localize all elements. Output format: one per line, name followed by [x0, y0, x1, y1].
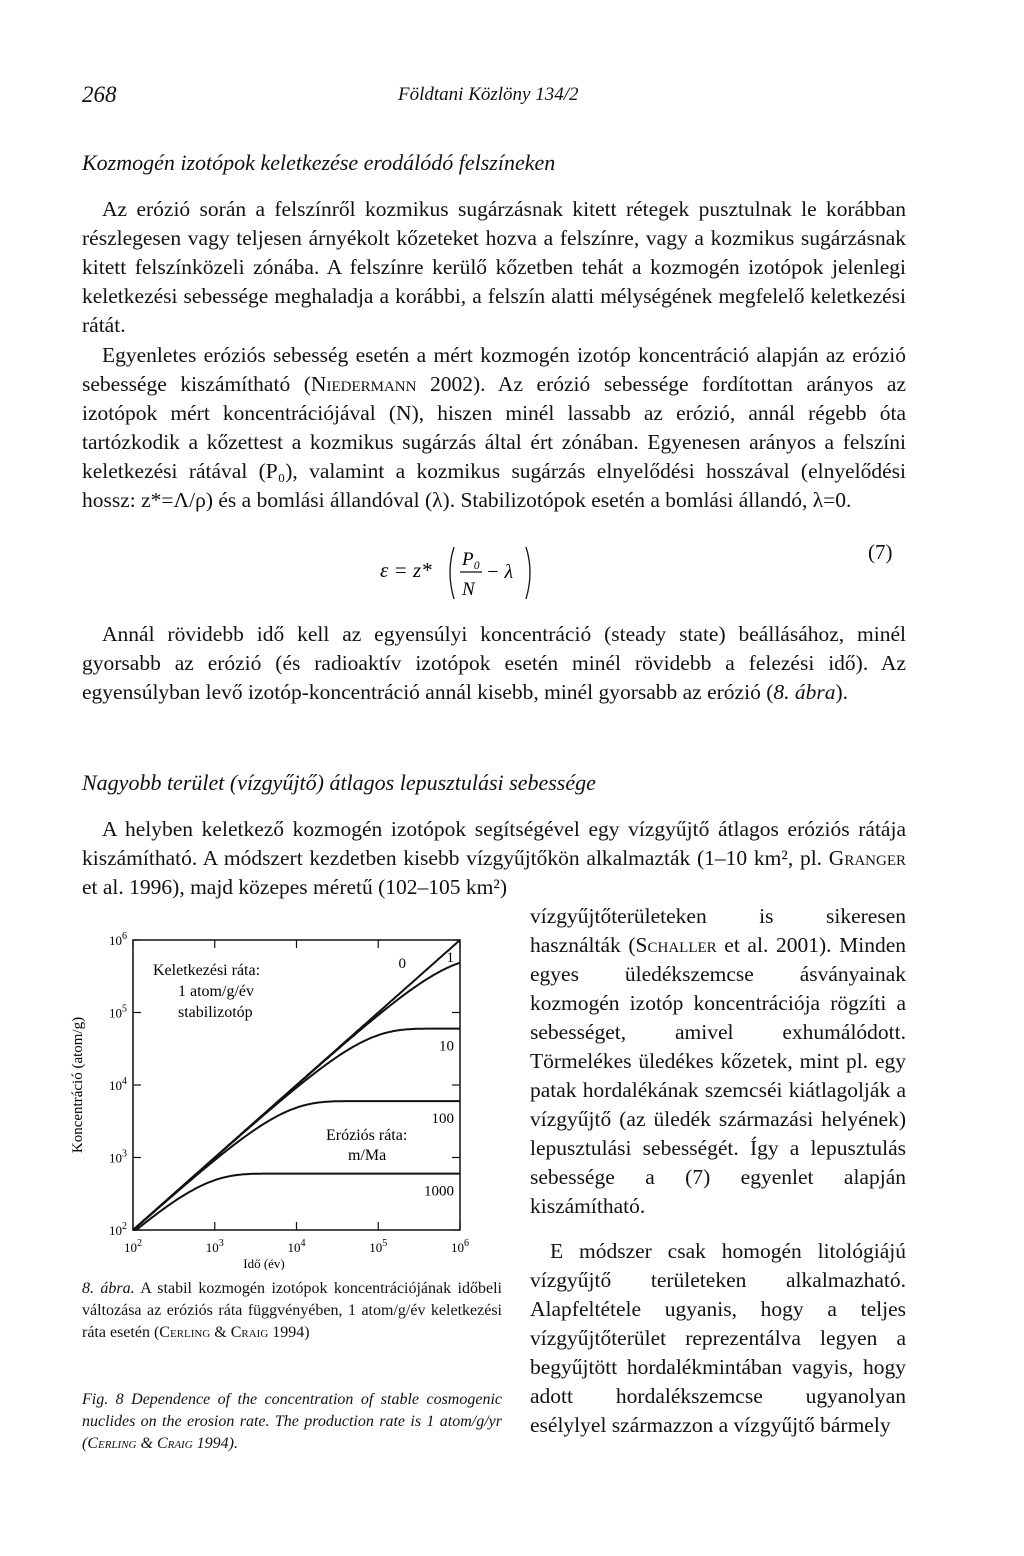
right-column-text-a: vízgyűjtőterületeken is sikeresen használták (	[530, 904, 906, 957]
equation-minus-lambda: − λ	[486, 561, 514, 583]
y-axis-label: Koncentráció (atom/g)	[70, 1016, 86, 1154]
chart-svg	[58, 930, 478, 1270]
series-line-1000	[133, 1174, 460, 1230]
production-rate-label-1: Keletkezési ráta:	[153, 962, 261, 979]
series-line-1	[133, 963, 460, 1230]
series-label-1: 1	[446, 950, 454, 967]
right-column-paragraph-2: E módszer csak homogén litológiájú vízgyűjtő területeken alkalmazható. Alapfeltétele ugyanis, hogy a teljes vízgyűjtőterület reprezentálva legyen a begyűjtött hordalékmintában vagyis, hogy adott hordalékszemcse ugyanolyan esélylyel származzon a vízgyűjtő bármely	[530, 1239, 906, 1437]
paragraph-1: Az erózió során a felszínről kozmikus sugárzásnak kitett rétegek pusztulnak le korábban részlegesen vagy teljesen árnyékolt kőzeteket hozva a felszínre, vagy a kozmikus sugárzásnak kitett felszínközeli zónába. A felszínre kerülő kőzetben tehát a kozmogén izotópok jelenlegi keletkezési sebessége meghaladja a korábbi, a felszín alatti mélységének megfelelő keletkezési rátát.	[82, 197, 906, 337]
section2-text-b: et al. 1996), majd közepes méretű (102–105 km²)	[82, 875, 507, 899]
citation-schaller: Schaller	[635, 933, 717, 957]
paragraph-3-end: ).	[835, 680, 849, 704]
series-label-0: 0	[398, 956, 406, 972]
section-heading-2: Nagyobb terület (vízgyűjtő) átlagos lepusztulási sebessége	[82, 770, 596, 795]
erosion-rate-label-1: Eróziós ráta:	[326, 1127, 408, 1144]
y-tick-label: $10^6$	[109, 931, 127, 948]
figure-reference: 8. ábra	[773, 680, 836, 704]
y-tick-label: $10^4$	[109, 1076, 127, 1093]
series-label-1000: 1000	[424, 1183, 454, 1200]
series-label-10: 10	[439, 1038, 454, 1055]
erosion-rate-label-2: m/Ma	[348, 1147, 387, 1164]
paragraph-3	[82, 620, 906, 707]
equation-number: (7)	[868, 540, 893, 564]
page-number: 268	[82, 82, 117, 107]
section2-paragraph-1	[82, 815, 906, 902]
caption-hu-text-b: 1994)	[268, 1324, 310, 1341]
citation-granger: Granger	[828, 846, 906, 870]
figure-caption-hu	[82, 1278, 502, 1344]
x-tick-label: $10^3$	[205, 1238, 224, 1255]
section2-text-a: A helyben keletkező kozmogén izotópok segítségével egy vízgyűjtő átlagos eróziós rátája kiszámítható. A módszert kezdetben kisebb vízgyűjtőkön alkalmazták (1–10 km², pl.	[82, 817, 906, 870]
x-tick-label: $10^6$	[451, 1238, 469, 1255]
paragraph-2-text-b: 2002). Az erózió sebessége fordítottan arányos az izotópok mért koncentrációjával (N), hiszen minél lassabb az erózió, annál régebb óta tartózkodik a kőzettest a kozmikus sugárzás által ért zónában. Egyenesen arányos a felszíni keletkezési rátával (P₀), valamint a kozmikus sugárzás elnyelődési hosszával (elnyelődési hossz: z*=Λ/ρ) és a bomlási állandóval (λ). Stabilizotópok esetén a bomlási állandó, λ=0.	[82, 372, 906, 512]
paragraph-2-text-a: Egyenletes eróziós sebesség esetén a mért kozmogén izotóp koncentráció alapján az erózió sebessége kiszámítható (	[82, 343, 906, 396]
x-axis-label: Idő (év)	[243, 1256, 285, 1270]
production-rate-label-2: 1 atom/g/év	[178, 983, 254, 1000]
production-rate-label-3: stabilizotóp	[178, 1004, 253, 1021]
equation-numerator: P₀	[462, 549, 481, 570]
y-tick-label: $10^2$	[109, 1221, 127, 1238]
equation-denominator: N	[462, 579, 475, 600]
right-column-paragraph-1	[530, 902, 906, 1221]
equation-lhs: ε = z*	[380, 558, 432, 582]
figure-caption-en	[82, 1389, 502, 1455]
caption-en-citation: Cerling & Craig	[87, 1435, 193, 1452]
caption-en-text-a: Fig. 8 Dependence of the concentration of stable cosmogenic nuclides on the erosion rate. The production rate is 1 atom/g/yr (	[82, 1391, 502, 1452]
y-tick-label: $10^5$	[109, 1003, 127, 1021]
series-line-10	[133, 1029, 460, 1230]
page-header	[82, 82, 908, 112]
caption-hu-text-a: A stabil kozmogén izotópok koncentrációjának időbeli változása az eróziós ráta függvényében, 1 atom/g/év keletkezési ráta esetén (	[82, 1280, 502, 1341]
citation-niedermann: Niedermann	[310, 372, 417, 396]
caption-label: 8. ábra.	[82, 1280, 135, 1297]
series-line-100	[133, 1101, 460, 1230]
paragraph-2	[82, 341, 906, 515]
journal-name: Földtani Közlöny 134/2	[398, 84, 579, 105]
y-tick-label: $10^3$	[109, 1148, 127, 1166]
caption-en-text-b: 1994).	[192, 1435, 238, 1452]
section-heading-1: Kozmogén izotópok keletkezése erodálódó felszíneken	[82, 150, 556, 175]
series-label-100: 100	[431, 1111, 454, 1128]
x-tick-label: $10^4$	[287, 1238, 306, 1255]
caption-hu-citation: Cerling & Craig	[159, 1324, 269, 1341]
x-tick-label: $10^2$	[124, 1238, 142, 1255]
x-tick-label: $10^5$	[369, 1238, 388, 1255]
paragraph-3-text: Annál rövidebb idő kell az egyensúlyi koncentráció (steady state) beállásához, minél gyorsabb az erózió (és radioaktív izotópok esetén minél rövidebb a felezési idő). Az egyensúlyban levő izotóp-koncentráció annál kisebb, minél gyorsabb az erózió (	[82, 622, 906, 704]
right-column-text-b: et al. 2001). Minden egyes üledékszemcse ásványainak kozmogén izotóp koncentrációja rögzíti a sebességet, amivel exhumálódott. Törmelékes üledékes kőzetek, mint pl. egy patak hordalékának szemcséi kiátlagolják a vízgyűjtő (az üledék származási helyének) lepusztulási sebességét. Így a lepusztulás sebessége a (7) egyenlet alapján kiszámítható.	[530, 933, 906, 1218]
figure-8-chart	[58, 930, 478, 1270]
equation-7	[380, 537, 580, 607]
